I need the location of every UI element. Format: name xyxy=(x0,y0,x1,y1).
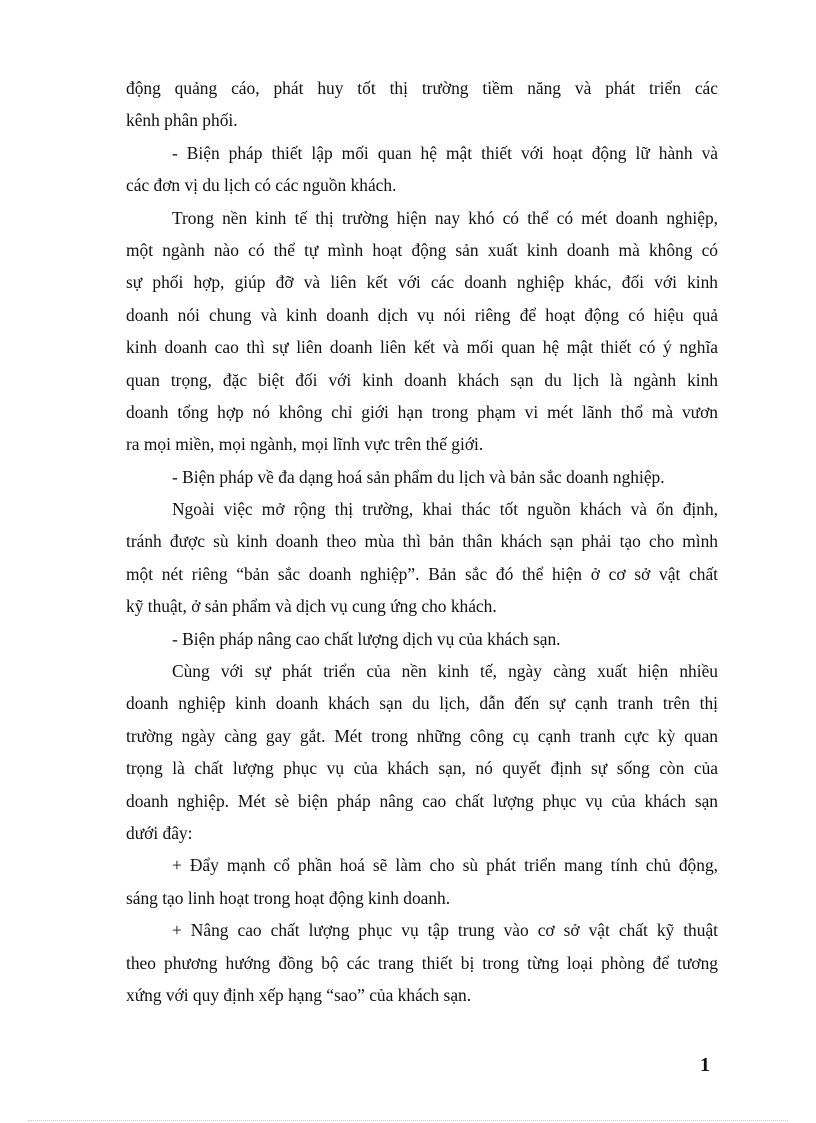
text-line: ra mọi miền, mọi ngành, mọi lĩnh vực trên thế giới. xyxy=(126,434,484,455)
paragraph xyxy=(126,914,718,1011)
text-line: kinh doanh cao thì sự liên doanh liên kết và mối quan hệ mật thiết có ý nghĩa xyxy=(126,337,718,358)
text-line: kỹ thuật, ở sản phẩm và dịch vụ cung ứng cho khách. xyxy=(126,596,497,617)
text-line: quan trọng, đặc biệt đối với kinh doanh khách sạn du lịch là ngành kinh xyxy=(126,369,718,390)
text-line: động quảng cáo, phát huy tốt thị trường tiềm năng và phát triển các xyxy=(126,78,718,98)
text-line: doanh nghiệp. Mét sè biện pháp nâng cao chất lượng phục vụ của khách sạn xyxy=(126,790,718,811)
text-line: các đơn vị du lịch có các nguồn khách. xyxy=(126,175,397,196)
paragraph xyxy=(126,137,718,202)
document-body xyxy=(126,72,718,1011)
paragraph xyxy=(126,623,718,655)
text-line: Ngoài việc mở rộng thị trường, khai thác tốt nguồn khách và ổn định, xyxy=(172,499,718,520)
text-line: trường ngày càng gay gắt. Mét trong những công cụ cạnh tranh cực kỳ quan xyxy=(126,725,718,746)
text-line: - Biện pháp thiết lập mối quan hệ mật thiết với hoạt động lữ hành và xyxy=(172,142,718,163)
text-line: sáng tạo linh hoạt trong hoạt động kinh doanh. xyxy=(126,887,451,908)
paragraph xyxy=(126,72,718,137)
text-line: doanh nói chung và kinh doanh dịch vụ nói riêng để hoạt động có hiệu quả xyxy=(126,304,718,325)
paragraph xyxy=(126,849,718,914)
paragraph xyxy=(126,461,718,493)
text-line: kênh phân phối. xyxy=(126,110,238,131)
text-line: trọng là chất lượng phục vụ của khách sạn, nó quyết định sự sống còn của xyxy=(126,758,718,779)
text-line: + Nâng cao chất lượng phục vụ tập trung vào cơ sở vật chất kỹ thuật xyxy=(172,920,718,941)
page-bottom-divider xyxy=(28,1120,788,1121)
text-line: xứng với quy định xếp hạng “sao” của khách sạn. xyxy=(126,984,472,1005)
text-line: theo phương hướng đồng bộ các trang thiết bị trong từng loại phòng để tương xyxy=(126,952,718,973)
page-number: 1 xyxy=(700,1054,710,1076)
text-line: tránh được sù kinh doanh theo mùa thì bản thân khách sạn phải tạo cho mình xyxy=(126,531,718,552)
text-line: sự phối hợp, giúp đỡ và liên kết với các doanh nghiệp khác, đối với kinh xyxy=(126,272,718,293)
text-line: Trong nền kinh tế thị trường hiện nay khó có thể có mét doanh nghiệp, xyxy=(172,207,718,228)
paragraph xyxy=(126,493,718,623)
text-line: Cùng với sự phát triển của nền kinh tế, ngày càng xuất hiện nhiều xyxy=(172,661,718,682)
text-line: + Đẩy mạnh cổ phần hoá sẽ làm cho sù phát triển mang tính chủ động, xyxy=(172,855,718,876)
text-line: - Biện pháp về đa dạng hoá sản phẩm du lịch và bản sắc doanh nghiệp. xyxy=(172,466,665,487)
text-line: một nét riêng “bản sắc doanh nghiệp”. Bản sắc đó thể hiện ở cơ sở vật chất xyxy=(126,563,718,584)
paragraph xyxy=(126,655,718,849)
text-line: dưới đây: xyxy=(126,822,193,843)
text-line: một ngành nào có thể tự mình hoạt động sản xuất kinh doanh mà không có xyxy=(126,239,718,260)
paragraph xyxy=(126,202,718,461)
text-line: doanh nghiệp kinh doanh khách sạn du lịch, dẫn đến sự cạnh tranh trên thị xyxy=(126,693,718,714)
text-line: doanh tổng hợp nó không chỉ giới hạn trong phạm vi mét lãnh thổ mà vươn xyxy=(126,401,718,422)
text-line: - Biện pháp nâng cao chất lượng dịch vụ của khách sạn. xyxy=(172,628,561,649)
